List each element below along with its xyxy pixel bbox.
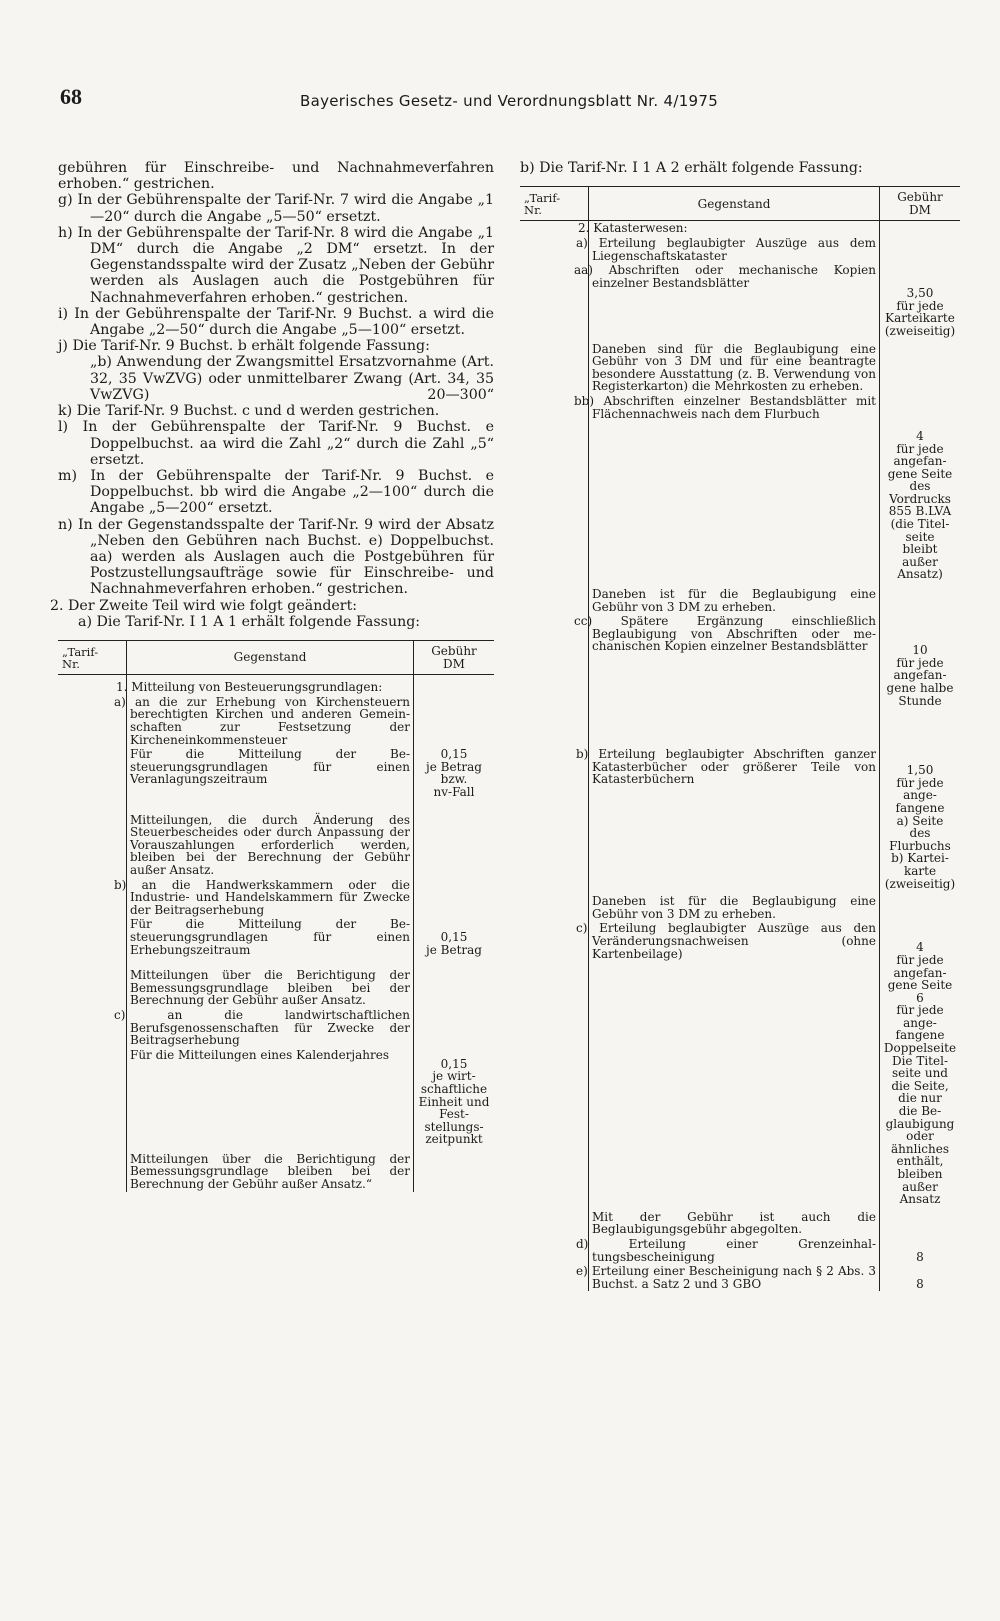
header-gebuehr: Gebühr DM (880, 187, 961, 221)
table-row: d) Erteilung einer Grenzeinhaltungsbescheinigung (589, 1237, 880, 1264)
paragraph-m: m) In der Gebührenspalte der Tarif-Nr. 9 Buchst. e Doppelbuchst. bb wird die Angabe „2—100“ durch die Angabe „5—200“ ersetzt. (58, 468, 494, 517)
fee-cell: 0,15 je wirtschaftliche Einheit und Feststellungszeitpunkt (418, 1056, 490, 1147)
table-row: 1. Mitteilung von Besteuerungsgrundlagen: (127, 675, 414, 695)
paragraph: gebühren für Einschreibe- und Nachnahmeverfahren erhoben.“ gestrichen. (58, 160, 494, 193)
paragraph-2a: a) Die Tarif-Nr. I 1 A 1 erhält folgende Fassung: (78, 613, 421, 630)
header-tarif-nr: „Tarif- Nr. (520, 187, 589, 221)
table-row: c) an die landwirtschaftlichen Berufsgenossenschaften für Zwecke der Beitragserhebung (127, 1008, 414, 1048)
paragraph-n: n) In der Gegenstandsspalte der Tarif-Nr. 9 wird der Absatz „Neben den Gebühren nach Buchst. e) Doppelbuchst. aa) werden als Auslagen auch die Postgebühren für Postzustellungsaufträge sowie für Einschreibe- und Nachnahmeverfahren erhoben.“ gestrichen. (58, 516, 494, 598)
running-title: Bayerisches Gesetz- und Verordnungsblatt Nr. 4/1975 (300, 92, 719, 110)
table-row: c) Erteilung beglaubigter Auszüge aus den Veränderungsnachweisen (ohne Kartenbeilage) (589, 921, 880, 1206)
table-row: Mitteilungen über die Berichtigung der Bemessungsgrundlage bleiben bei der Berechnung der Gebühr außer Ansatz.“ (127, 1147, 414, 1192)
table-row: Für die Mitteilung der Besteuerungsgrundlagen für einen Veranlagungszeitraum (127, 747, 414, 799)
table-row: Für die Mitteilungen eines Kalenderjahres (127, 1048, 414, 1147)
paragraph-i: i) In der Gebührenspalte der Tarif-Nr. 9 Buchst. a wird die Angabe „2—50“ durch die Angabe „5—100“ ersetzt. (58, 305, 494, 339)
table-row: b) an die Handwerkskammern oder die Industrie- und Handelskammern für Zwecke der Beitragserhebung (127, 878, 414, 918)
table-row: Daneben ist für die Beglaubigung eine Gebühr von 3 DM zu erheben. (589, 582, 880, 614)
table-row: a) Erteilung beglaubigter Auszüge aus dem Liegenschaftskataster (589, 236, 880, 263)
page-number: 68 (60, 84, 82, 109)
paragraph-2: 2. Der Zweite Teil wird wie folgt geändert: (50, 597, 358, 614)
table-row: Mit der Gebühr ist auch die Beglaubigungsgebühr abgegolten. (589, 1207, 880, 1237)
fee-cell: 4 für jede angefangene Seite des Vordrucks 855 B.LVA (die Titelseite bleibt außer Ansatz) (887, 428, 953, 582)
fee-cell: 3,50 für jede Karteikarte (zweiseitig) (884, 286, 956, 338)
table-row: a) an die zur Erhebung von Kirchensteuern berechtigten Kirchen und anderen Gemeinschaften zur Festsetzung der Kircheneinkommensteuer (127, 695, 414, 747)
table-row: Daneben ist für die Beglaubigung eine Gebühr von 3 DM zu erheben. (589, 891, 880, 921)
table-row: Mitteilungen über die Berichtigung der Bemessungsgrundlage bleiben bei der Berechnung der Gebühr außer Ansatz. (127, 957, 414, 1008)
header-gebuehr: Gebühr DM (414, 641, 495, 675)
table-row: bb) Abschriften einzelner Bestandsblätter mit Flächennachweis nach dem Flurbuch (589, 394, 880, 582)
fee-cell: 8 (916, 1249, 924, 1264)
left-column (50, 160, 494, 1192)
paragraph-j-quote: „b) Anwendung der Zwangsmittel Ersatzvornahme (Art. 32, 35 VwZVG) oder unmittelbarer Zwang (Art. 34, 35 VwZVG) (90, 354, 494, 403)
table-row: e) Erteilung einer Bescheinigung nach § 2 Abs. 3 Buchst. a Satz 2 und 3 GBO (589, 1264, 880, 1291)
fee-cell: 1,50 für jede angefangene a) Seite des Flurbuchs b) Karteikarte (zweiseitig) (884, 763, 956, 891)
paragraph-j-fee: 20—300“ (427, 387, 494, 404)
fee-cell: 0,15 je Betrag bzw. nv-Fall (426, 747, 482, 800)
tarif-table-right (520, 186, 960, 1291)
table-row: Daneben sind für die Beglaubigung eine Gebühr von 3 DM und für eine beantragte besondere Ausstattung (z. B. Verwendung von Registerkarton) die Mehrkosten zu erheben. (589, 339, 880, 394)
right-column (520, 160, 960, 1291)
fee-cell: 8 (916, 1276, 924, 1291)
header-gegenstand: Gegenstand (589, 187, 880, 221)
paragraph-g: g) In der Gebührenspalte der Tarif-Nr. 7 wird die Angabe „1—20“ durch die Angabe „5—50“ ersetzt. (58, 192, 494, 225)
table-row: aa) Abschriften oder mechanische Kopien einzelner Bestandsblätter (589, 263, 880, 338)
header-tarif-nr: „Tarif- Nr. (58, 641, 127, 675)
paragraph-j: j) Die Tarif-Nr. 9 Buchst. b erhält folgende Fassung: (58, 338, 430, 355)
fee-cell: 4 für jede angefangene Seite 6 für jede angefangene Doppelseite Die Titelseite und die Seite, die nur die Beglaubigung oder ähnliches enthält, bleiben außer Ansatz (883, 940, 957, 1207)
paragraph-b: b) Die Tarif-Nr. I 1 A 2 erhält folgende Fassung: (520, 160, 863, 176)
paragraph-k: k) Die Tarif-Nr. 9 Buchst. c und d werden gestrichen. (58, 403, 440, 420)
fee-cell: 10 für jede angefangene halbe Stunde (886, 643, 954, 708)
table-row: b) Erteilung beglaubigter Abschriften ganzer Katasterbücher oder größerer Teile von Katasterbüchern (589, 708, 880, 891)
table-row: Für die Mitteilung der Besteuerungsgrundlagen für einen Erhebungszeitraum (127, 917, 414, 957)
tarif-table-left (58, 640, 494, 1192)
paragraph-l: l) In der Gebührenspalte der Tarif-Nr. 9 Buchst. e Doppelbuchst. aa wird die Zahl „2“ durch die Zahl „5“ ersetzt. (58, 419, 494, 468)
table-row: 2. Katasterwesen: (589, 221, 880, 236)
table-row: Mitteilungen, die durch Änderung des Steuerbescheides oder durch Anpassung der Vorauszahlungen erforderlich werden, bleiben bei der Berechnung der Gebühr außer Ansatz. (127, 800, 414, 878)
fee-cell: 0,15 je Betrag (426, 929, 482, 957)
table-row: cc) Spätere Ergänzung einschließlich Beglaubigung von Abschriften oder mechanischen Kopien einzelner Bestandsblätter (589, 614, 880, 708)
paragraph-h: h) In der Gebührenspalte der Tarif-Nr. 8 wird die Angabe „1 DM“ durch die Angabe „2 DM“ ersetzt. In der Gegenstandsspalte wird der Zusatz „Neben der Gebühr werden als Auslagen auch die Postgebühren für Nachnahmeverfahren erhoben.“ gestrichen. (58, 224, 494, 306)
header-gegenstand: Gegenstand (127, 641, 414, 675)
